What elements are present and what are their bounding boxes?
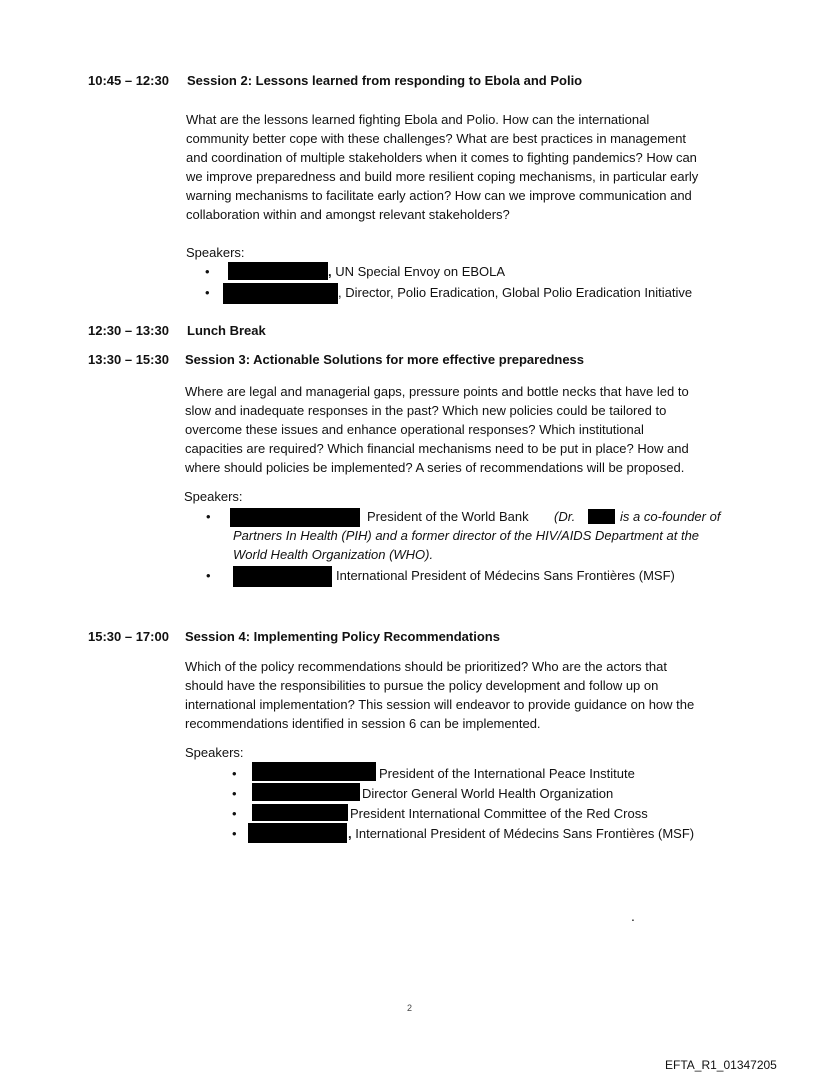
session3-speaker-1-role: President of the World Bank	[367, 509, 529, 524]
bullet-icon: •	[232, 826, 237, 841]
session3-speaker-1-cofounder: is a co-founder of	[620, 509, 721, 524]
redaction-block	[223, 283, 338, 304]
comma: ,	[328, 264, 332, 279]
bullet-icon: •	[206, 509, 211, 524]
session2-line: What are the lessons learned fighting Ebola and Polio. How can the international	[186, 112, 650, 127]
page-number: 2	[407, 1003, 413, 1013]
redaction-block	[252, 783, 360, 801]
bullet-icon: •	[205, 285, 210, 300]
session2-speaker-1	[328, 264, 505, 279]
session4-line: international implementation? This session will endeavor to provide guidance on how the	[185, 697, 695, 713]
redaction-block	[248, 823, 347, 843]
session2-title: Session 2: Lessons learned from responding to Ebola and Polio	[187, 73, 583, 88]
stray-dot: .	[631, 908, 635, 924]
bullet-icon: •	[205, 264, 210, 279]
bullet-icon: •	[232, 806, 237, 821]
session3-line: capacities are required? Which financial mechanisms need to be put in place? How and	[185, 441, 689, 457]
bullet-icon: •	[232, 766, 237, 781]
session3-time: 13:30 – 15:30	[88, 352, 169, 367]
session2-speaker-2: , Director, Polio Eradication, Global Polio Eradication Initiative	[338, 285, 693, 300]
redaction-block	[228, 262, 328, 280]
session4-speaker-3: President International Committee of the Red Cross	[350, 806, 648, 821]
session3-line: overcome these issues and enhance operational responses? Which institutional	[185, 422, 644, 438]
redaction-block	[252, 804, 348, 821]
session4-line: recommendations identified in session 6 can be implemented.	[185, 716, 541, 732]
session3-speaker-1-line2: Partners In Health (PIH) and a former director of the HIV/AIDS Department at the	[233, 528, 700, 543]
session2-description	[186, 110, 735, 225]
session2-line: community better cope with these challenges? What are best practices in management	[186, 131, 687, 147]
session4-speakers-label: Speakers:	[185, 745, 244, 760]
session2-line: we improve preparedness and build more resilient coping mechanisms, in particular early	[186, 169, 699, 185]
document-id: EFTA_R1_01347205	[665, 1058, 777, 1072]
session3-title: Session 3: Actionable Solutions for more effective preparedness	[185, 352, 585, 367]
bullet-icon: •	[232, 786, 237, 801]
session4-line: should have the responsibilities to pursue the policy development and follow up on	[185, 678, 659, 694]
session2-time: 10:45 – 12:30	[88, 73, 169, 88]
session4-time: 15:30 – 17:00	[88, 629, 169, 644]
session3-speaker-2: International President of Médecins Sans Frontières (MSF)	[336, 568, 675, 583]
comma: ,	[348, 826, 352, 841]
session4-description	[185, 657, 735, 733]
session2-line: and coordination of multiple stakeholders when it comes to fighting pandemics? How can	[186, 150, 697, 166]
lunch-title: Lunch Break	[187, 323, 266, 338]
bullet-icon: •	[206, 568, 211, 583]
speaker-role: International President of Médecins Sans Frontières (MSF)	[351, 826, 695, 841]
session2-line: collaboration within and amongst relevant stakeholders?	[186, 207, 510, 223]
session3-line: where should policies be implemented? A series of recommendations will be proposed.	[185, 460, 685, 476]
session4-speaker-4	[348, 826, 694, 841]
redaction-block	[252, 762, 376, 781]
session3-line: slow and inadequate responses in the past? Which new policies could be tailored to	[185, 403, 667, 419]
session3-speaker-1-dr: (Dr.	[554, 509, 576, 524]
session4-speaker-2: Director General World Health Organization	[362, 786, 614, 801]
session3-speaker-1-line3: World Health Organization (WHO).	[233, 547, 434, 562]
session3-description	[185, 382, 735, 477]
redaction-block	[233, 566, 332, 587]
session3-speakers-label: Speakers:	[184, 489, 243, 504]
speaker-role: UN Special Envoy on EBOLA	[331, 264, 506, 279]
session2-speakers-label: Speakers:	[186, 245, 245, 260]
session4-title: Session 4: Implementing Policy Recommendations	[185, 629, 500, 644]
session4-line: Which of the policy recommendations should be prioritized? Who are the actors that	[185, 659, 667, 674]
session2-line: warning mechanisms to facilitate early action? How can we improve communication and	[186, 188, 692, 204]
lunch-time: 12:30 – 13:30	[88, 323, 169, 338]
redaction-block	[230, 508, 360, 527]
session4-speaker-1: President of the International Peace Institute	[379, 766, 635, 781]
redaction-block	[588, 509, 615, 524]
session3-line: Where are legal and managerial gaps, pressure points and bottle necks that have led to	[185, 384, 689, 399]
